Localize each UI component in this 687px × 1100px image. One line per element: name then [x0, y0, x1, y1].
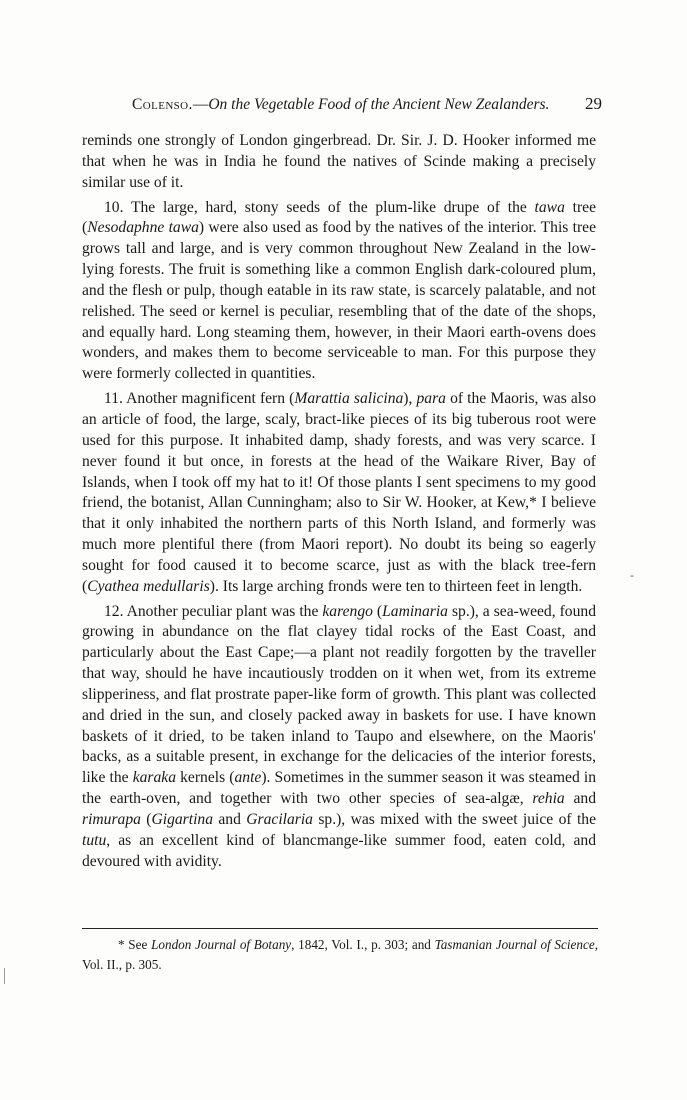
- italic-term: karaka: [132, 769, 176, 787]
- text-run: ),: [403, 390, 417, 408]
- italic-term: Gracilaria: [246, 811, 313, 828]
- text-run: , 1842, Vol. I., p. 303; and: [291, 937, 435, 952]
- text-run: ) were also used as food by the natives of the interior. This tree grows tall and large, and is very common throughout New Zealand in the low-lying forests. The fruit is something like a common English dark-coloured plum, and the flesh or pulp, though eatable in its raw state, is scarcely palatable, and not relished. The seed or kernel is peculiar, resembling that of the date of the shops, and equally hard. Long steaming them, however, in their Maori earth-ovens does wonders, and makes them to become serviceable to man. For this purpose they were formerly collected in quantities.: [82, 219, 597, 383]
- italic-term: Tasmanian Journal of Science: [434, 937, 595, 952]
- italic-term: London Journal of Botany: [151, 937, 292, 952]
- text-run: , Vol. II., p. 305.: [82, 937, 598, 972]
- margin-mark: [4, 968, 5, 984]
- italic-term: Cyathea medullaris: [87, 577, 210, 595]
- text-run: (: [372, 602, 383, 620]
- italic-term: tawa: [534, 198, 565, 216]
- margin-mark: -: [630, 568, 634, 582]
- running-head-author: Colenso.: [132, 96, 193, 113]
- paragraph-12: [82, 602, 596, 873]
- paragraph-10: [82, 198, 596, 386]
- italic-term: ante: [234, 769, 262, 787]
- italic-term: rehia: [532, 790, 565, 808]
- paragraph-continuation: reminds one strongly of London gingerbread. Dr. Sir. J. D. Hooker informed me that when he was in India he found the natives of Scinde making a precisely similar use of it.: [82, 132, 596, 191]
- text-run: and: [213, 811, 247, 828]
- italic-term: tutu: [82, 831, 107, 849]
- text-run: kernels (: [176, 769, 235, 787]
- text-run: ). Its large arching fronds were ten to thirteen feet in length.: [209, 577, 583, 595]
- italic-term: Laminaria: [382, 602, 448, 620]
- italic-term: rimurapa: [82, 811, 141, 828]
- italic-term: karengo: [322, 602, 373, 620]
- text-run: and: [564, 790, 596, 808]
- text-run: ). Sometimes in the summer season it was steamed in the earth-oven, and together with two other species of sea-algæ,: [82, 769, 596, 808]
- running-head-title: On the Vegetable Food of the Ancient New Zealanders.: [208, 96, 550, 113]
- paragraph-11: [82, 389, 596, 597]
- text-run: (: [140, 811, 152, 828]
- text-run: sp.), a sea-weed, found growing in abundance on the flat clayey tidal rocks of the East Coast, and particularly about the East Cape;—a plant not readily forgotten by the traveller that way, should he have incautiously trodden on it when wet, from its extreme slipperiness, and flat prostrate paper-like form of growth. This plant was collected and dried in the sun, and closely packed away in baskets for use. I have known baskets of it dried, to be taken inland to Taupo and elsewhere, on the Maoris' backs, as a suitable present, in exchange for the delicacies of the interior forests, like the: [82, 602, 596, 787]
- footnote-rule: [82, 928, 598, 929]
- text-run: tree (: [82, 198, 596, 237]
- text-run: of the Maoris, was also an article of food, the large, scaly, bract-like pieces of its big tuberous root were used for this purpose. It inhabited damp, shady forests, and was very scarce. I never found it but once, in forests at the head of the Waikare River, Bay of Islands, when I took off my hat to it! Of those plants I sent specimens to my good friend, the botanist, Allan Cunningham; also to Sir W. Hooker, at Kew,* I believe that it only inhabited the northern parts of this North Island, and formerly was much more plentiful there (from Maori report). No doubt its being so eagerly sought for food caused it to become scarce, just as with the black tree-fern (: [82, 390, 596, 595]
- text-run: 10. The large, hard, stony seeds of the plum-like drupe of the: [104, 198, 535, 216]
- italic-term: Nesodaphne tawa: [87, 219, 199, 237]
- running-head: [132, 96, 549, 114]
- page-number: 29: [585, 94, 602, 113]
- footnote: [82, 935, 598, 975]
- italic-term: para: [416, 390, 446, 408]
- text-run: 12. Another peculiar plant was the: [104, 602, 323, 620]
- text-run: * See: [118, 937, 152, 952]
- italic-term: Gigartina: [151, 811, 213, 828]
- page-header: [132, 94, 602, 118]
- body-text: [82, 131, 596, 873]
- text-run: 11. Another magnificent fern (: [104, 390, 295, 408]
- text-run: sp.), was mixed with the sweet juice of the: [312, 811, 597, 828]
- running-head-dash: —: [192, 96, 209, 113]
- text-run: , as an excellent kind of blancmange-like summer food, eaten cold, and devoured with avidity.: [82, 831, 596, 870]
- italic-term: Marattia salicina: [294, 390, 404, 408]
